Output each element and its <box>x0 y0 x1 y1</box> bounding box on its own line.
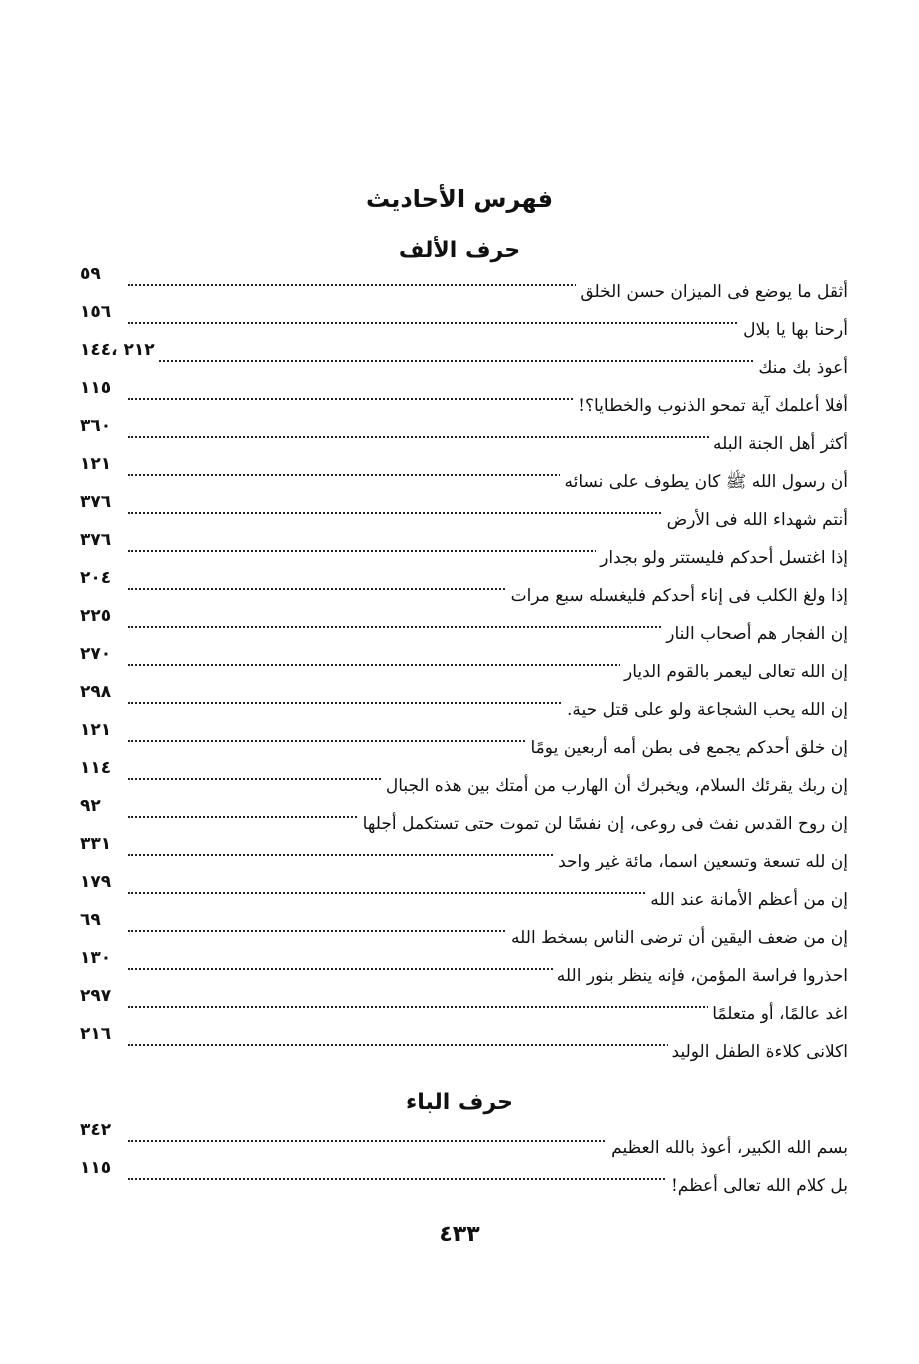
index-entry <box>80 416 848 458</box>
entry-text: اكلانى كلاءة الطفل الوليد <box>668 1038 848 1066</box>
entry-pages: ٢٩٨ <box>80 680 115 704</box>
entry-text: إن من ضعف اليقين أن ترضى الناس بسخط الله <box>507 924 848 952</box>
entry-text: أرحنا بها يا بلال <box>739 316 848 344</box>
entry-text: أثقل ما يوضع فى الميزان حسن الخلق <box>576 278 848 306</box>
section-heading-ba: حرف الباء <box>405 1090 514 1115</box>
index-entry <box>80 1024 848 1066</box>
entry-text: إن ربك يقرئك السلام، ويخبرك أن الهارب من أمتك بين هذه الجبال <box>382 772 848 800</box>
entry-text: إن الفجار هم أصحاب النار <box>662 620 848 648</box>
index-entry <box>80 872 848 914</box>
index-entry <box>80 606 848 648</box>
entry-pages: ١١٤ <box>80 756 115 780</box>
entry-text: إذا ولغ الكلب فى إناء أحدكم فليغسله سبع مرات <box>507 582 848 610</box>
entry-pages: ٦٩ <box>80 908 105 932</box>
index-entry <box>80 948 848 990</box>
leader-dots <box>128 360 848 362</box>
entry-text: إن الله تعالى ليعمر بالقوم الديار <box>620 658 848 686</box>
entry-pages: ٩٢ <box>80 794 105 818</box>
entry-pages: ٢١٦ <box>80 1022 115 1046</box>
index-entry <box>80 454 848 496</box>
index-entry <box>80 644 848 686</box>
index-entry <box>80 264 848 306</box>
entry-pages: ٢٩٧ <box>80 984 115 1008</box>
index-entry <box>80 986 848 1028</box>
entry-pages: ٥٩ <box>80 262 105 286</box>
entry-text: إن روح القدس نفث فى روعى، إن نفسًا لن تموت حتى تستكمل أجلها <box>359 810 848 838</box>
entry-text: بسم الله الكبير، أعوذ بالله العظيم <box>607 1134 848 1162</box>
entry-text: إن من أعظم الأمانة عند الله <box>646 886 848 914</box>
index-entry <box>80 796 848 838</box>
entry-text: اغد عالمًا، أو متعلمًا <box>708 1000 848 1028</box>
index-entry <box>80 530 848 572</box>
entry-text: أن رسول الله ﷺ كان يطوف على نسائه <box>560 468 848 496</box>
index-entry <box>80 720 848 762</box>
index-entry <box>80 340 848 382</box>
entry-pages: ٣٧٦ <box>80 528 115 552</box>
entry-text: أكثر أهل الجنة البله <box>709 430 848 458</box>
entry-pages: ٣٦٠ <box>80 414 115 438</box>
entry-pages: ١٣٠ <box>80 946 115 970</box>
entry-pages: ١٥٦ <box>80 300 115 324</box>
index-entry <box>80 682 848 724</box>
entry-pages: ٢٧٠ <box>80 642 115 666</box>
entry-text: أنتم شهداء الله فى الأرض <box>663 506 848 534</box>
entry-pages: ١٧٩ <box>80 870 115 894</box>
entry-text: أفلا أعلمك آية تمحو الذنوب والخطايا؟! <box>574 392 848 420</box>
page-title: فهرس الأحاديث <box>365 185 554 213</box>
index-entry <box>80 1158 848 1200</box>
entry-pages: ١١٥ <box>80 1156 115 1180</box>
entry-text: إن الله يحب الشجاعة ولو على قتل حية. <box>563 696 848 724</box>
entry-pages: ٣٧٦ <box>80 490 115 514</box>
index-entry <box>80 1120 848 1162</box>
index-entry <box>80 378 848 420</box>
entry-pages: ٢٠٤ <box>80 566 115 590</box>
index-entry <box>80 492 848 534</box>
entry-pages: ٣٣١ <box>80 832 115 856</box>
entry-pages: ١٢١ <box>80 452 115 476</box>
entry-text: أعوذ بك منك <box>754 354 848 382</box>
entry-text: إن لله تسعة وتسعين اسما، مائة غير واحد <box>554 848 848 876</box>
index-entry <box>80 758 848 800</box>
entry-pages: ٣٤٢ <box>80 1118 115 1142</box>
entry-pages: ٢١٢ ،١٤٤ <box>80 338 159 362</box>
entry-text: إذا اغتسل أحدكم فليستتر ولو بجدار <box>596 544 848 572</box>
section-heading-alif: حرف الألف <box>398 238 521 263</box>
entry-pages: ١١٥ <box>80 376 115 400</box>
index-entry <box>80 568 848 610</box>
entry-pages: ٢٢٥ <box>80 604 115 628</box>
entry-text: احذروا فراسة المؤمن، فإنه ينظر بنور الله <box>553 962 848 990</box>
page-number: ٤٣٣ <box>439 1222 480 1247</box>
entry-text: إن خلق أحدكم يجمع فى بطن أمه أربعين يومًا <box>527 734 849 762</box>
index-entry <box>80 302 848 344</box>
entry-text: بل كلام الله تعالى أعظم! <box>667 1172 848 1200</box>
index-entry <box>80 910 848 952</box>
index-entry <box>80 834 848 876</box>
entry-pages: ١٢١ <box>80 718 115 742</box>
